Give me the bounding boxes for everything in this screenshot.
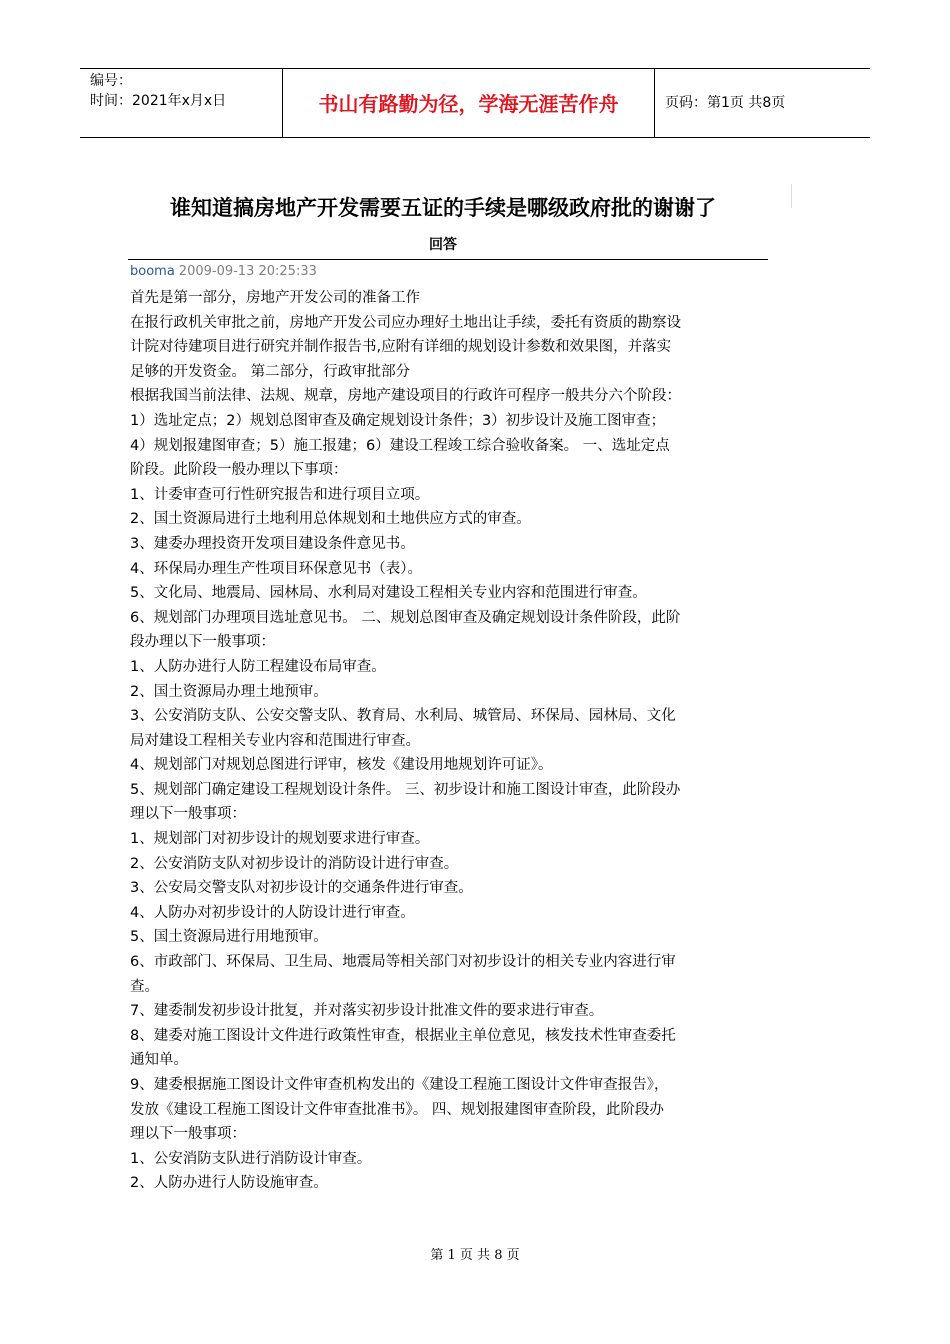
body-line: 计院对待建项目进行研究并制作报告书,应附有详细的规划设计参数和效果图，并落实 (130, 339, 672, 356)
body-line: 5、文化局、地震局、园林局、水利局对建设工程相关专业内容和范围进行审查。 (130, 585, 647, 602)
body-line: 4、人防办对初步设计的人防设计进行审查。 (130, 904, 415, 921)
answer-timestamp: 2009-09-13 20:25:33 (178, 264, 317, 279)
body-line: 3、建委办理投资开发项目建设条件意见书。 (130, 535, 415, 552)
body-line: 1）选址定点；2）规划总图审查及确定规划设计条件；3）初步设计及施工图审查； (130, 412, 666, 429)
body-line: 通知单。 (130, 1052, 188, 1069)
header-table (80, 68, 870, 138)
body-line: 3、公安消防支队、公安交警支队、教育局、水利局、城管局、环保局、园林局、文化 (130, 708, 676, 725)
body-line: 6、市政部门、环保局、卫生局、地震局等相关部门对初步设计的相关专业内容进行审 (130, 954, 676, 971)
body-line: 根据我国当前法律、法规、规章，房地产建设项目的行政许可程序一般共分六个阶段： (130, 388, 681, 405)
text-cursor-line (791, 184, 792, 208)
answer-body (130, 286, 766, 1196)
body-line: 在报行政机关审批之前，房地产开发公司应办理好土地出让手续，委托有资质的勘察设 (130, 314, 681, 331)
header-info-cell (80, 69, 283, 137)
body-line: 9、建委根据施工图设计文件审查机构发出的《建设工程施工图设计文件审查报告》， (130, 1077, 669, 1093)
page-label: 页码：第1页 共8页 (665, 95, 786, 111)
body-line: 2、人防办进行人防设施审查。 (130, 1175, 328, 1192)
body-line: 3、公安局交警支队对初步设计的交通条件进行审查。 (130, 880, 473, 897)
page-footer: 第 1 页 共 8 页 (430, 1248, 520, 1263)
motto: 书山有路勤为径，学海无涯苦作舟 (318, 92, 619, 116)
body-line: 理以下一般事项： (130, 806, 246, 823)
body-line: 5、规划部门确定建设工程规划设计条件。 三、初步设计和施工图设计审查，此阶段办 (130, 781, 681, 798)
time-label: 时间：2021年x月x日 (90, 93, 227, 109)
body-line: 8、建委对施工图设计文件进行政策性审查，根据业主单位意见，核发技术性审查委托 (130, 1027, 676, 1044)
body-line: 7、建委制发初步设计批复，并对落实初步设计批准文件的要求进行审查。 (130, 1003, 604, 1020)
body-line: 足够的开发资金。 第二部分，行政审批部分 (130, 363, 411, 380)
answer-heading: 回答 (429, 237, 457, 253)
body-line: 局对建设工程相关专业内容和范围进行审查。 (130, 732, 420, 749)
divider (128, 259, 768, 260)
body-line: 6、规划部门办理项目选址意见书。 二、规划总图审查及确定规划设计条件阶段，此阶 (130, 609, 681, 626)
body-line: 1、公安消防支队进行消防设计审查。 (130, 1150, 372, 1167)
header-motto-cell (283, 69, 655, 137)
body-line: 4、规划部门对规划总图进行评审，核发《建设用地规划许可证》。 (130, 757, 553, 774)
body-line: 发放《建设工程施工图设计文件审查批准书》。 四、规划报建图审查阶段，此阶段办 (130, 1101, 664, 1118)
body-line: 2、公安消防支队对初步设计的消防设计进行审查。 (130, 855, 459, 872)
body-line: 1、计委审查可行性研究报告和进行项目立项。 (130, 486, 430, 503)
document-title: 谁知道搞房地产开发需要五证的手续是哪级政府批的谢谢了 (170, 196, 716, 220)
body-line: 1、规划部门对初步设计的规划要求进行审查。 (130, 831, 430, 848)
body-line: 首先是第一部分，房地产开发公司的准备工作 (130, 290, 420, 306)
body-line: 4、环保局办理生产性项目环保意见书（表）。 (130, 560, 422, 577)
body-line: 查。 (130, 978, 159, 995)
serial-label: 编号： (90, 73, 132, 89)
answer-meta (130, 263, 317, 281)
body-line: 5、国土资源局进行用地预审。 (130, 929, 328, 946)
author-name: booma (130, 264, 175, 279)
body-line: 2、国土资源局进行土地利用总体规划和土地供应方式的审查。 (130, 511, 531, 528)
header-page-cell (655, 69, 870, 137)
body-line: 2、国土资源局办理土地预审。 (130, 683, 328, 700)
body-line: 阶段。此阶段一般办理以下事项： (130, 462, 348, 479)
body-line: 1、人防办进行人防工程建设布局审查。 (130, 658, 386, 675)
body-line: 段办理以下一般事项： (130, 634, 275, 651)
body-line: 4）规划报建图审查；5）施工报建；6）建设工程竣工综合验收备案。 一、选址定点 (130, 437, 670, 454)
body-line: 理以下一般事项： (130, 1126, 246, 1143)
